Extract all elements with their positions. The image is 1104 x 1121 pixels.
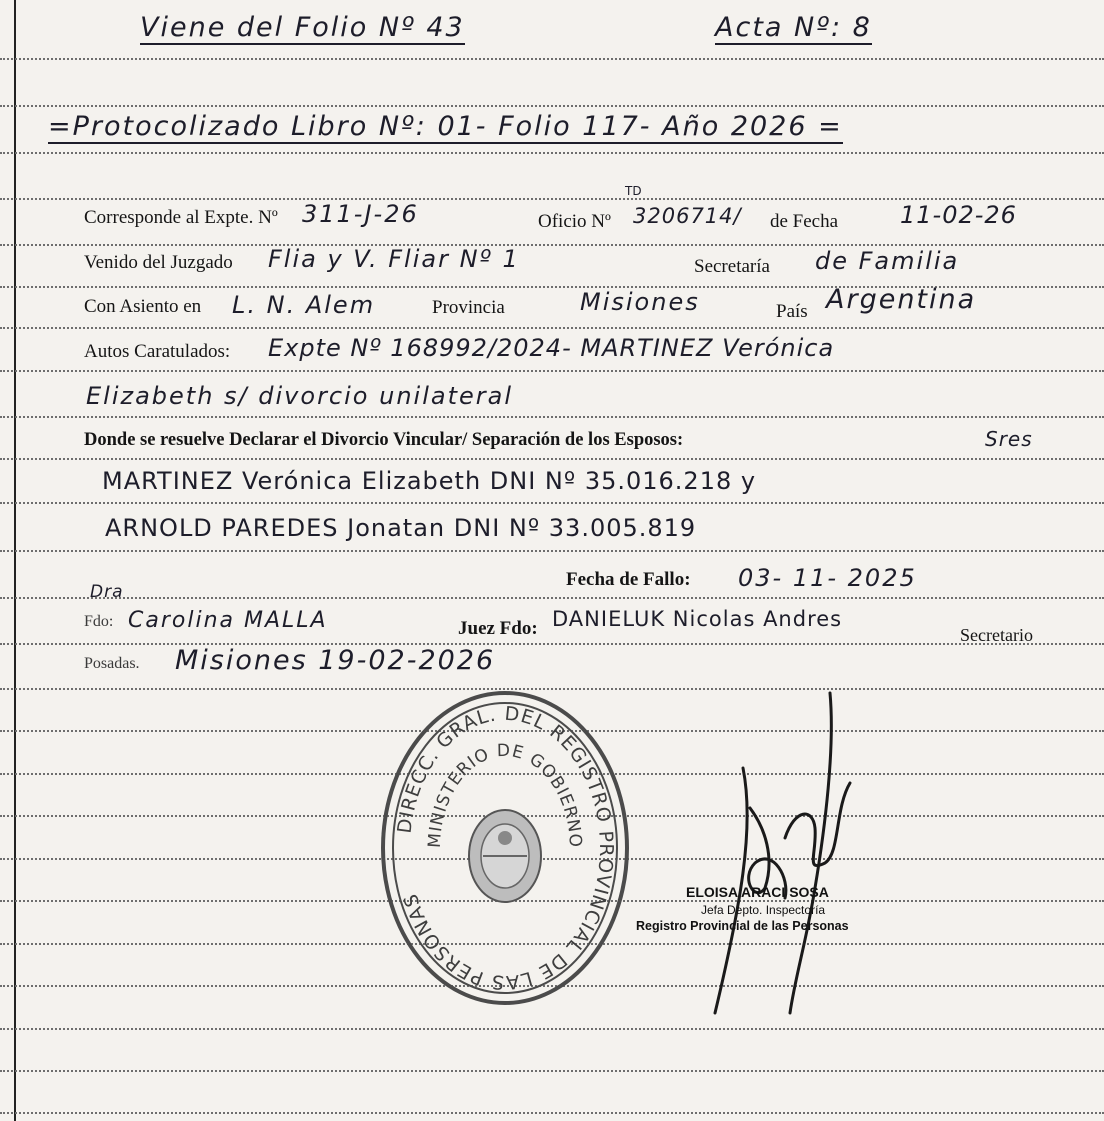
lugar-fecha-value: Misiones 19-02-2026 xyxy=(175,645,496,676)
fecha-fallo-label: Fecha de Fallo: xyxy=(566,569,691,590)
juez-label: Juez Fdo: xyxy=(458,618,538,639)
signer-office: Registro Provincial de las Personas xyxy=(636,919,849,933)
juzgado-value: Flia y V. Fliar Nº 1 xyxy=(268,245,520,273)
stamp-outer-text: DIRECC. GRAL. DEL REGISTRO PROVINCIAL DE LAS PERSONAS xyxy=(393,702,618,994)
autos-value-line1: Expte Nº 168992/2024- MARTINEZ Verónica xyxy=(268,334,835,362)
coat-of-arms-icon xyxy=(469,810,541,902)
asiento-label: Con Asiento en xyxy=(84,296,202,317)
expediente-label: Corresponde al Expte. Nº xyxy=(84,207,278,228)
asiento-value: L. N. Alem xyxy=(232,291,376,319)
pais-label: País xyxy=(776,301,808,322)
provincia-value: Misiones xyxy=(580,288,700,316)
folio-note: Viene del Folio Nº 43 xyxy=(140,14,465,45)
signer-name: ELOISA ARACI SOSA xyxy=(686,884,829,900)
fdo-label: Fdo: xyxy=(84,613,114,630)
oficio-superscript: TD xyxy=(625,184,642,198)
esposos-prefix: Sres xyxy=(985,427,1033,451)
posadas-label: Posadas. xyxy=(84,655,140,672)
autos-value-line2: Elizabeth s/ divorcio unilateral xyxy=(86,382,513,410)
pais-value: Argentina xyxy=(826,284,977,315)
oficio-value: 3206714/ xyxy=(633,204,742,228)
resuelve-label: Donde se resuelve Declarar el Divorcio Vincular/ Separación de los Esposos: xyxy=(84,430,684,450)
fecha-fallo-value: 03- 11- 2025 xyxy=(738,564,917,592)
juzgado-label: Venido del Juzgado xyxy=(84,252,233,273)
protocol-note: =Protocolizado Libro Nº: 01- Folio 117- Año 2026 = xyxy=(48,113,843,144)
expediente-value: 311-J-26 xyxy=(302,200,419,228)
stamp-inner-text: MINISTERIO DE GOBIERNO xyxy=(424,740,586,849)
esposo-1: MARTINEZ Verónica Elizabeth DNI Nº 35.016.218 y xyxy=(102,467,757,495)
autos-label: Autos Caratulados: xyxy=(84,341,231,362)
fecha-label: de Fecha xyxy=(770,211,839,232)
signer-title: Jefa Depto. Inspectoría xyxy=(701,903,826,917)
acta-note: Acta Nº: 8 xyxy=(715,14,872,45)
margin-line xyxy=(14,0,16,1121)
official-stamp xyxy=(378,688,632,1008)
oficio-label: Oficio Nº xyxy=(538,211,611,232)
secretaria-value: de Familia xyxy=(815,247,960,275)
secretaria-label: Secretaría xyxy=(694,256,770,277)
signature-scribble xyxy=(695,688,945,1018)
dia-note: Dra xyxy=(90,582,124,602)
fecha-value: 11-02-26 xyxy=(900,201,1017,229)
firma-secretario-value: DANIELUK Nicolas Andres xyxy=(552,607,843,631)
firma-juez-value: Carolina MALLA xyxy=(128,608,328,633)
provincia-label: Provincia xyxy=(432,297,505,318)
esposo-2: ARNOLD PAREDES Jonatan DNI Nº 33.005.819 xyxy=(105,514,697,542)
secretario-label: Secretario xyxy=(960,625,1033,645)
